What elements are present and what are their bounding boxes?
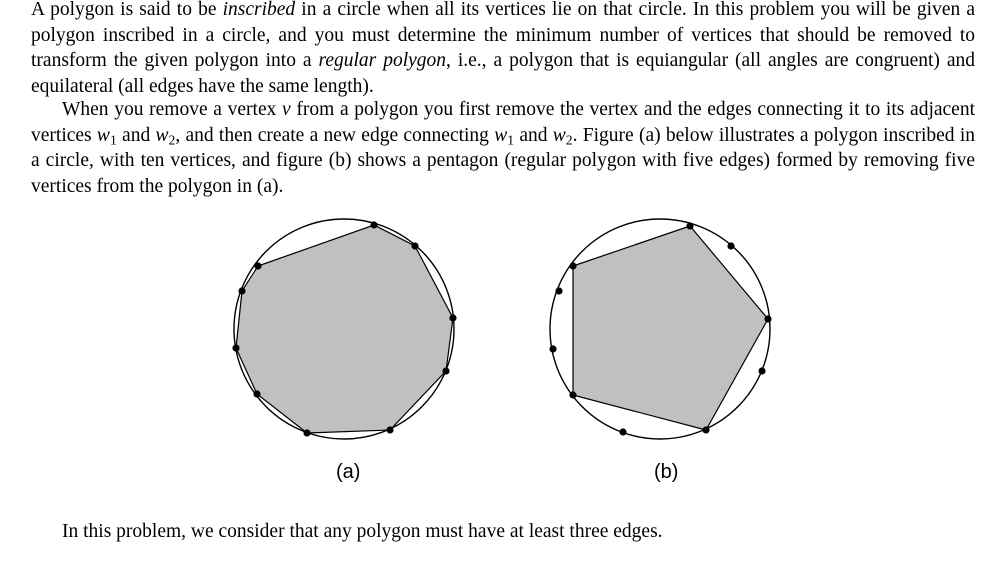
math-subscript: 2	[168, 132, 176, 147]
math-v: v	[282, 99, 291, 120]
removal-paragraph	[31, 97, 975, 199]
math-subscript: 2	[565, 132, 573, 147]
text-run: , i.e., a polygon that is equiangular (all angles are congruent) and equilateral (all edges have the same length).	[31, 50, 975, 97]
emphasis-inscribed: inscribed	[222, 0, 296, 20]
figure-b-caption: (b)	[654, 461, 679, 483]
math-w: w	[96, 124, 110, 146]
figure-a-decagon	[228, 218, 462, 442]
text-run: , and then create a new edge connecting	[175, 124, 495, 146]
constraint-paragraph: In this problem, we consider that any polygon must have at least three edges.	[62, 521, 663, 542]
text-run: and	[116, 124, 156, 146]
math-w: w	[552, 124, 566, 146]
emphasis-regular-polygon: regular polygon	[318, 50, 447, 72]
text-run: . Figure (a) below illustrates a polygon inscribed in a circle, with ten vertices, and figure (b) shows a pentagon (regular polygon with five edges) formed by removing five vertices from the polygon in (a).	[31, 124, 975, 197]
figure-a-polygon	[236, 225, 453, 433]
figure-a-caption: (a)	[336, 461, 361, 483]
math-subscript: 1	[109, 132, 117, 147]
intro-paragraph	[31, 0, 975, 99]
text-run: from a polygon you first remove the vertex and the edges connecting it to its adjacent vertices	[31, 99, 975, 146]
text-run: When you remove a vertex	[62, 99, 283, 120]
math-w: w	[494, 124, 508, 146]
figure-b-polygon	[573, 226, 768, 430]
text-run: A polygon is said to be	[31, 0, 223, 20]
text-run: and	[514, 124, 553, 146]
text-run: in a circle when all its vertices lie on that circle. In this problem you will be given a polygon inscribed in a circle, and you must determine the minimum number of vertices that should be removed to transform the given polygon into a	[31, 0, 975, 72]
figure-b-pentagon	[544, 218, 778, 442]
math-w: w	[155, 124, 169, 146]
math-subscript: 1	[507, 132, 515, 147]
